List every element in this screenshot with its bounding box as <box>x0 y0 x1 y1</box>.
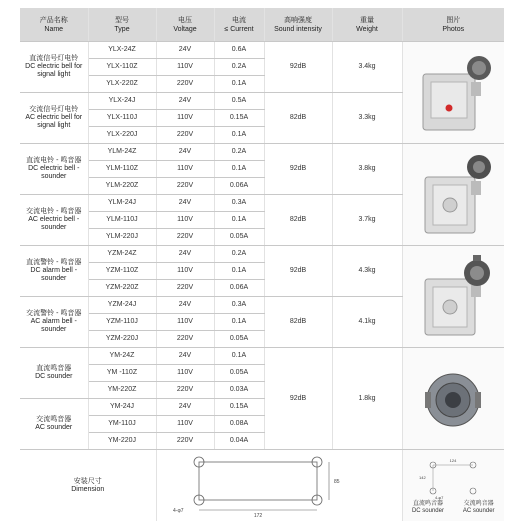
model-cell: YZM-110J <box>88 314 156 331</box>
weight-cell: 4.1kg <box>332 297 402 348</box>
dim-width-label: 172 <box>254 513 263 519</box>
voltage-cell: 24V <box>156 42 214 59</box>
photo-cell <box>402 246 504 348</box>
voltage-cell: 220V <box>156 229 214 246</box>
model-cell: YZM-24J <box>88 297 156 314</box>
dim-width2-label: 124 <box>450 458 457 463</box>
model-cell: YLM-110J <box>88 212 156 229</box>
current-cell: 0.05A <box>214 229 264 246</box>
signal-bell-photo-icon <box>413 52 493 134</box>
model-cell: YM-24J <box>88 399 156 416</box>
model-cell: YM-220Z <box>88 382 156 399</box>
voltage-cell: 220V <box>156 280 214 297</box>
current-cell: 0.05A <box>214 331 264 348</box>
voltage-cell: 110V <box>156 263 214 280</box>
install-label: 安装尺寸 Dimension <box>20 450 156 521</box>
voltage-cell: 110V <box>156 59 214 76</box>
current-cell: 0.1A <box>214 314 264 331</box>
intensity-cell: 92dB <box>264 144 332 195</box>
voltage-cell: 220V <box>156 127 214 144</box>
photo-cell <box>402 42 504 144</box>
sounder-dimension-drawing <box>405 457 501 501</box>
current-cell: 0.03A <box>214 382 264 399</box>
voltage-cell: 220V <box>156 382 214 399</box>
intensity-cell: 82dB <box>264 93 332 144</box>
model-cell: YZM-110Z <box>88 263 156 280</box>
model-cell: YLX-24J <box>88 93 156 110</box>
voltage-cell: 220V <box>156 76 214 93</box>
header-current: 电流 ≤ Current <box>214 8 264 42</box>
voltage-cell: 220V <box>156 178 214 195</box>
sounder-photo-icon <box>413 364 493 434</box>
dim-hole2-label: 4-φ7 <box>435 495 444 500</box>
weight-cell: 3.4kg <box>332 42 402 93</box>
current-cell: 0.1A <box>214 161 264 178</box>
voltage-cell: 110V <box>156 416 214 433</box>
model-cell: YM -110Z <box>88 365 156 382</box>
spec-table <box>20 8 504 521</box>
table-row <box>20 42 504 59</box>
table-row <box>20 144 504 161</box>
voltage-cell: 110V <box>156 161 214 178</box>
voltage-cell: 24V <box>156 195 214 212</box>
current-cell: 0.5A <box>214 93 264 110</box>
current-cell: 0.6A <box>214 42 264 59</box>
model-cell: YLX-24Z <box>88 42 156 59</box>
model-cell: YLM-24Z <box>88 144 156 161</box>
current-cell: 0.15A <box>214 110 264 127</box>
header-weight: 重量 Weight <box>332 8 402 42</box>
product-name: 直流信号灯电铃 DC electric bell for signal light <box>20 42 88 93</box>
weight-cell: 3.7kg <box>332 195 402 246</box>
photo-cell <box>402 144 504 246</box>
voltage-cell: 110V <box>156 110 214 127</box>
install-drawing-cell <box>156 450 402 521</box>
model-cell: YLX-110J <box>88 110 156 127</box>
voltage-cell: 24V <box>156 348 214 365</box>
voltage-cell: 24V <box>156 297 214 314</box>
mounting-dimension-drawing <box>159 452 399 520</box>
header-name: 产品名称 Name <box>20 8 88 42</box>
voltage-cell: 24V <box>156 246 214 263</box>
product-name: 直流警铃 - 鸣音器 DC alarm bell -sounder <box>20 246 88 297</box>
current-cell: 0.04A <box>214 433 264 450</box>
current-cell: 0.2A <box>214 246 264 263</box>
sounder-caption-row <box>403 501 505 515</box>
model-cell: YLX-220J <box>88 127 156 144</box>
model-cell: YLM-24J <box>88 195 156 212</box>
intensity-cell: 92dB <box>264 42 332 93</box>
model-cell: YM-24Z <box>88 348 156 365</box>
current-cell: 0.08A <box>214 416 264 433</box>
model-cell: YM-110J <box>88 416 156 433</box>
table-row <box>20 348 504 365</box>
weight-cell: 3.8kg <box>332 144 402 195</box>
intensity-cell: 92dB <box>264 348 332 450</box>
voltage-cell: 110V <box>156 314 214 331</box>
header-intensity: 高响强度 Sound intensity <box>264 8 332 42</box>
intensity-cell: 82dB <box>264 297 332 348</box>
current-cell: 0.1A <box>214 76 264 93</box>
current-cell: 0.3A <box>214 297 264 314</box>
current-cell: 0.1A <box>214 348 264 365</box>
table-row <box>20 246 504 263</box>
model-cell: YZM-220Z <box>88 280 156 297</box>
header-type: 型号 Type <box>88 8 156 42</box>
current-cell: 0.3A <box>214 195 264 212</box>
dim-height-label: 85 <box>334 479 340 485</box>
bell-sounder-photo-icon <box>413 151 493 239</box>
model-cell: YLM-220Z <box>88 178 156 195</box>
voltage-cell: 220V <box>156 331 214 348</box>
voltage-cell: 220V <box>156 433 214 450</box>
dim-height2-label: 142 <box>419 475 426 480</box>
install-sounder-drawing-cell <box>402 450 504 521</box>
header-row <box>20 8 504 42</box>
ac-sounder-caption: 交流鸣音器 AC sounder <box>463 501 495 515</box>
install-row <box>20 450 504 521</box>
current-cell: 0.05A <box>214 365 264 382</box>
product-name: 交流警铃 - 鸣音器 AC alarm bell -sounder <box>20 297 88 348</box>
voltage-cell: 24V <box>156 93 214 110</box>
product-name: 交流电铃 - 鸣音器 AC electric bell -sounder <box>20 195 88 246</box>
voltage-cell: 110V <box>156 365 214 382</box>
header-photos: 图片 Photos <box>402 8 504 42</box>
model-cell: YLX-110Z <box>88 59 156 76</box>
weight-cell: 1.8kg <box>332 348 402 450</box>
current-cell: 0.2A <box>214 144 264 161</box>
model-cell: YM-220J <box>88 433 156 450</box>
model-cell: YZM-220J <box>88 331 156 348</box>
model-cell: YLM-110Z <box>88 161 156 178</box>
current-cell: 0.15A <box>214 399 264 416</box>
current-cell: 0.1A <box>214 127 264 144</box>
current-cell: 0.1A <box>214 263 264 280</box>
product-name: 交流鸣音器 AC sounder <box>20 399 88 450</box>
model-cell: YLM-220J <box>88 229 156 246</box>
product-name: 直流电铃 - 鸣音器 DC electric bell -sounder <box>20 144 88 195</box>
product-name: 交流信号灯电铃 AC electric bell for signal light <box>20 93 88 144</box>
alarm-bell-photo-icon <box>413 253 493 341</box>
current-cell: 0.2A <box>214 59 264 76</box>
dc-sounder-caption: 直流鸣音器 DC sounder <box>412 501 444 515</box>
voltage-cell: 110V <box>156 212 214 229</box>
weight-cell: 3.3kg <box>332 93 402 144</box>
header-voltage: 电压 Voltage <box>156 8 214 42</box>
voltage-cell: 24V <box>156 399 214 416</box>
photo-cell <box>402 348 504 450</box>
dim-hole-label: 4-φ7 <box>173 508 184 514</box>
product-name: 直流鸣音器 DC sounder <box>20 348 88 399</box>
current-cell: 0.06A <box>214 280 264 297</box>
model-cell: YLX-220Z <box>88 76 156 93</box>
model-cell: YZM-24Z <box>88 246 156 263</box>
weight-cell: 4.3kg <box>332 246 402 297</box>
current-cell: 0.1A <box>214 212 264 229</box>
intensity-cell: 92dB <box>264 246 332 297</box>
intensity-cell: 82dB <box>264 195 332 246</box>
voltage-cell: 24V <box>156 144 214 161</box>
current-cell: 0.06A <box>214 178 264 195</box>
